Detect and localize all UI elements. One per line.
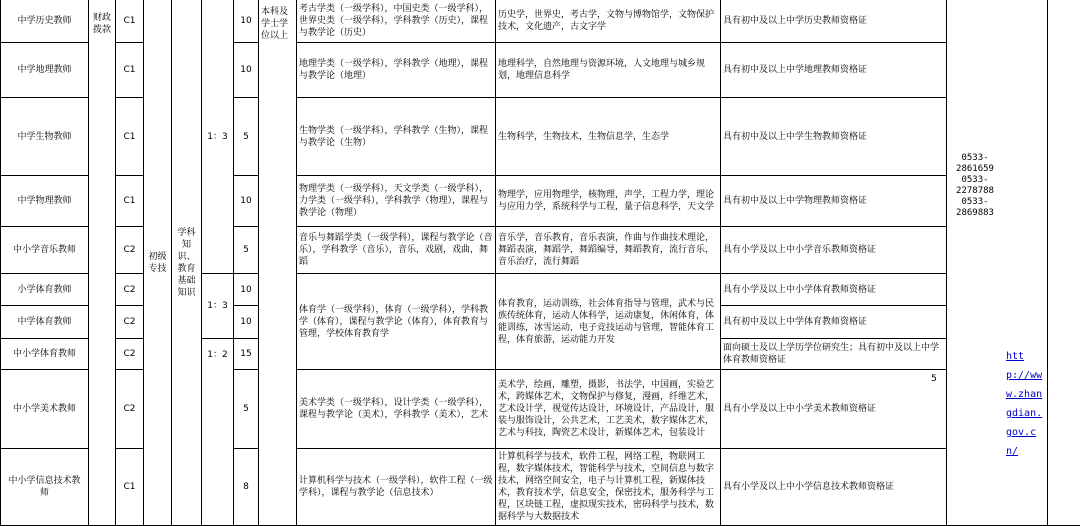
requirement-cell: 具有初中及以上中学体育教师资格证	[721, 306, 947, 339]
undergrad-major-cell: 音乐与舞蹈学类（一级学科），课程与教学论（音乐），学科教学（音乐），音乐，戏剧，戏曲，舞蹈	[297, 227, 496, 274]
count-cell: 15	[234, 339, 259, 370]
grade-cell: C1	[116, 449, 144, 526]
phone-number: 0533-2861659	[956, 153, 994, 174]
grade-cell: C2	[116, 274, 144, 306]
grade-cell: C1	[116, 176, 144, 227]
position-cell: 中学生物教师	[1, 98, 89, 176]
position-cell: 中小学信息技术教师	[1, 449, 89, 526]
grade-cell: C2	[116, 306, 144, 339]
empty-column	[1048, 0, 1080, 526]
position-cell: 中学体育教师	[1, 306, 89, 339]
undergrad-major-cell: 计算机科学与技术（一级学科），软件工程（一级学科），课程与教学论（信息技术）	[297, 449, 496, 526]
count-cell: 5	[234, 227, 259, 274]
total-count: 5	[931, 374, 937, 384]
ratio-cell: 1：2	[202, 339, 234, 526]
grade-cell: C2	[116, 370, 144, 449]
grad-major-cell: 体育教育，运动训练，社会体育指导与管理，武术与民族传统体育，运动人体科学，运动康复，休闲体育，体能训练，冰雪运动，电子竞技运动与管理，智能体育工程，体育旅游，运动能力开发	[496, 274, 721, 370]
position-cell: 中学历史教师	[1, 0, 89, 43]
position-cell: 中小学体育教师	[1, 339, 89, 370]
requirement-cell: 具有小学及以上中小学信息技术教师资格证	[721, 449, 947, 526]
position-cell: 中小学音乐教师	[1, 227, 89, 274]
grad-major-cell: 计算机科学与技术，软件工程，网络工程，物联网工程，数字媒体技术，智能科学与技术，空间信息与数字技术，网络空间安全，电子与计算机工程，新媒体技术，教育技术学，信息安全，保密技术，服务科学与工程，区块链工程，虚拟现实技术，密码科学与技术，数据科学与大数据技术	[496, 449, 721, 526]
degree-cell: 本科及学士学位以上	[259, 0, 297, 526]
phone-number: 0533-2869883	[956, 197, 994, 218]
grad-major-cell: 地理科学，自然地理与资源环境，人文地理与城乡规划，地理信息科学	[496, 43, 721, 98]
grad-major-cell: 生物科学，生物技术，生物信息学，生态学	[496, 98, 721, 176]
contact-phones	[947, 98, 1003, 274]
undergrad-major-cell: 美术学类（一级学科），设计学类（一级学科），课程与教学论（美术），学科教学（美术），艺术	[297, 370, 496, 449]
ratio-cell: 1：3	[202, 0, 234, 274]
grade-cell: C2	[116, 339, 144, 370]
count-cell: 10	[234, 176, 259, 227]
grade-cell: C1	[116, 0, 144, 43]
requirement-cell: 具有小学及以上中小学体育教师资格证	[721, 274, 947, 306]
count-cell: 10	[234, 0, 259, 43]
requirement-cell: 具有初中及以上中学物理教师资格证	[721, 176, 947, 227]
count-cell: 10	[234, 306, 259, 339]
requirement-cell: 具有小学及以上中小学音乐教师资格证	[721, 227, 947, 274]
position-cell: 小学体育教师	[1, 274, 89, 306]
undergrad-major-cell: 物理学类（一级学科），天文学类（一级学科），力学类（一级学科），学科教学（物理），课程与教学论（物理）	[297, 176, 496, 227]
requirement-cell: 具有初中及以上中学历史教师资格证	[721, 0, 947, 43]
count-cell: 10	[234, 274, 259, 306]
grad-major-cell: 音乐学，音乐教育，音乐表演，作曲与作曲技术理论，舞蹈表演，舞蹈学，舞蹈编导，舞蹈教育，流行音乐，音乐治疗，流行舞蹈	[496, 227, 721, 274]
undergrad-major-cell: 考古学类（一级学科），中国史类（一级学科），世界史类（一级学科），学科教学（历史），课程与教学论（历史）	[297, 0, 496, 43]
website-link-container	[1006, 344, 1046, 458]
exam-subject-cell: 学科知识、教育基础知识	[172, 0, 202, 526]
grade-cell: C1	[116, 43, 144, 98]
count-cell: 5	[234, 370, 259, 449]
requirement-cell: 具有初中及以上中学生物教师资格证	[721, 98, 947, 176]
undergrad-major-cell: 生物学类（一级学科），学科教学（生物），课程与教学论（生物）	[297, 98, 496, 176]
requirement-cell: 具有小学及以上中小学美术教师资格证	[721, 370, 947, 449]
undergrad-major-cell: 地理学类（一级学科），学科教学（地理），课程与教学论（地理）	[297, 43, 496, 98]
grad-major-cell: 历史学，世界史，考古学，文物与博物馆学，文物保护技术，文化遗产，古文字学	[496, 0, 721, 43]
grade-cell: C1	[116, 98, 144, 176]
ratio-cell: 1：3	[202, 274, 234, 339]
count-cell: 8	[234, 449, 259, 526]
grad-major-cell: 物理学，应用物理学，核物理，声学，工程力学，理论与应用力学，系统科学与工程，量子信息科学，天文学	[496, 176, 721, 227]
phone-number: 0533-2278788	[956, 175, 994, 196]
requirement-cell: 具有初中及以上中学地理教师资格证	[721, 43, 947, 98]
count-cell: 5	[234, 98, 259, 176]
position-cell: 中学物理教师	[1, 176, 89, 227]
funding-cell: 财政拨款	[89, 0, 116, 526]
undergrad-major-cell: 体育学（一级学科），体育（一级学科），学科教学（体育），课程与教学论（体育），体育教育与管理，学校体育教育学	[297, 274, 496, 370]
requirement-cell: 面向硕士及以上学历学位研究生；具有初中及以上中学体育教师资格证	[721, 339, 947, 370]
website-link[interactable]: http://www.zhangdian.gov.cn/	[1006, 351, 1043, 457]
grad-major-cell: 美术学，绘画，雕塑，摄影，书法学，中国画，实验艺术，跨媒体艺术，文物保护与修复，漫画，纤维艺术，艺术设计学，视觉传达设计，环境设计，产品设计，服装与服饰设计，公共艺术，工艺美术，数字媒体艺术，艺术与科技，陶瓷艺术设计，新媒体艺术，包装设计	[496, 370, 721, 449]
position-cell: 中学地理教师	[1, 43, 89, 98]
grade-cell: C2	[116, 227, 144, 274]
position-cell: 中小学美术教师	[1, 370, 89, 449]
count-cell: 10	[234, 43, 259, 98]
title-level-cell: 初级专技	[144, 0, 172, 526]
